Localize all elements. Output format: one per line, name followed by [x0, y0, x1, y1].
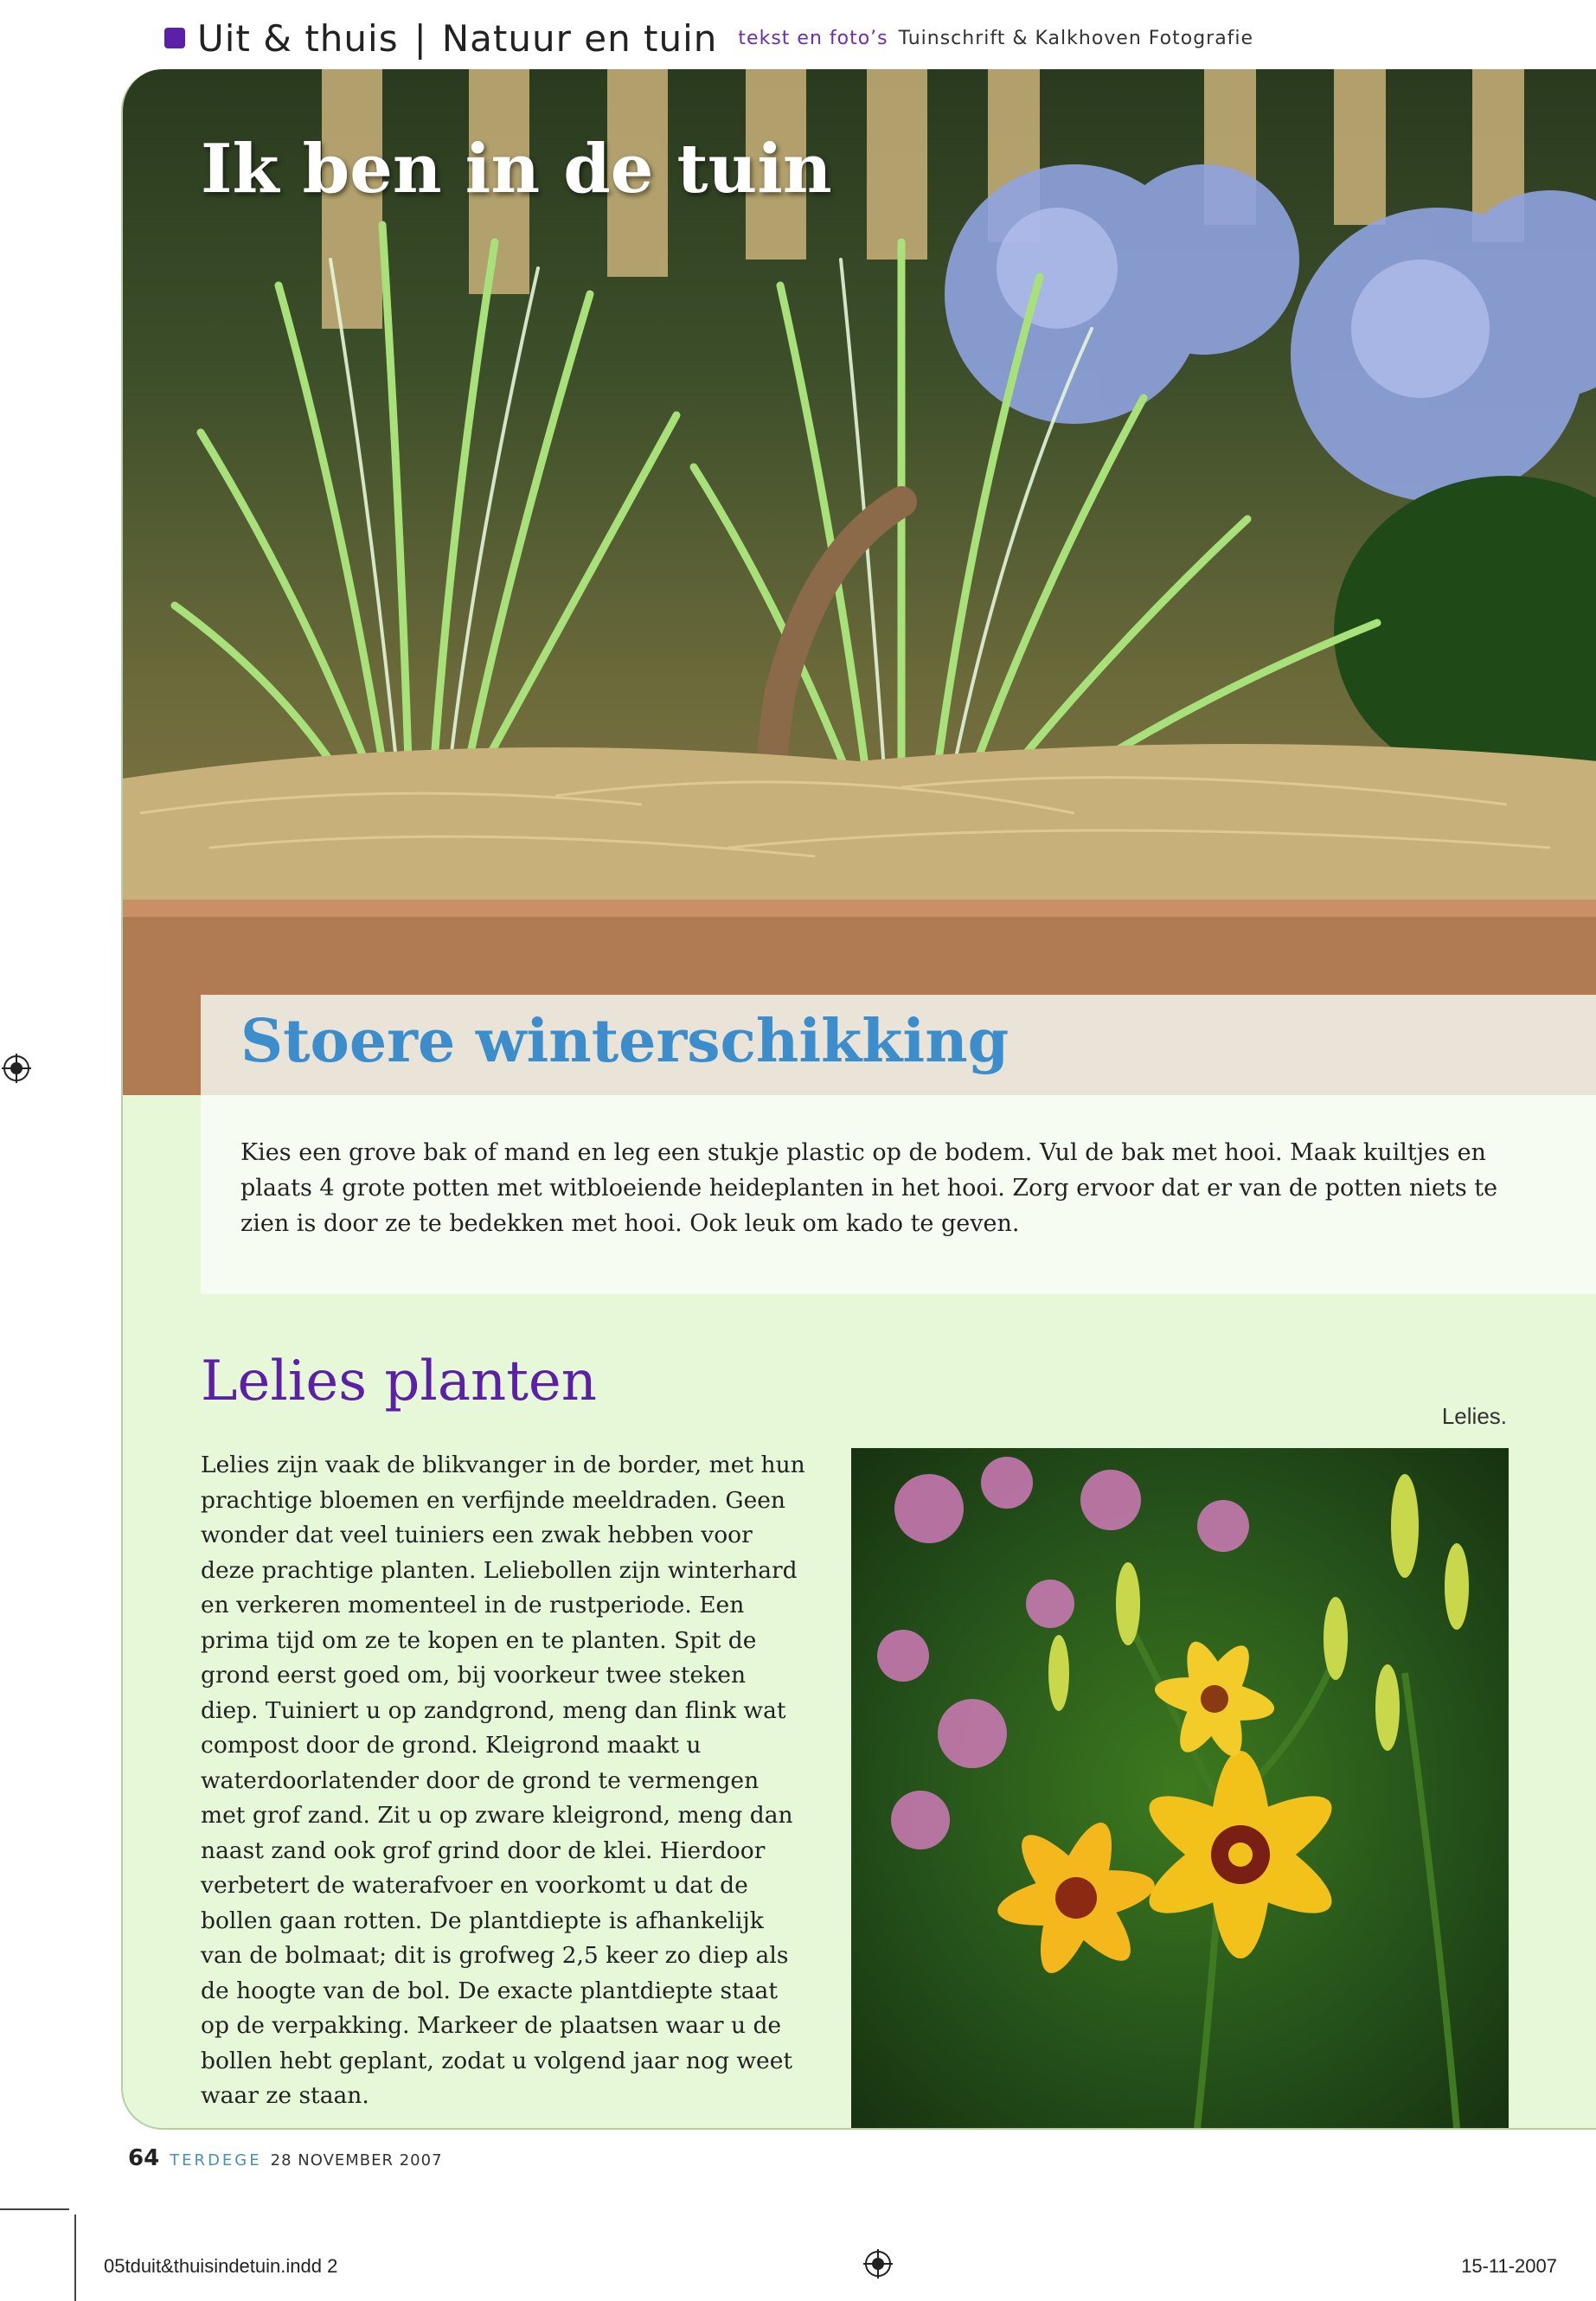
slug-date: 15-11-2007 — [1461, 2255, 1557, 2277]
registration-mark-icon — [863, 2249, 893, 2279]
article-title: Ik ben in de tuin — [201, 130, 832, 208]
winter-arrangement-heading: Stoere winterschikking — [240, 1007, 1010, 1076]
section-label: Uit & thuis — [197, 16, 399, 60]
credit-label: tekst en foto’s — [738, 27, 888, 49]
winter-arrangement-photo — [123, 69, 1596, 1095]
subsection-label: Natuur en tuin — [441, 16, 718, 60]
page-number: 64 — [128, 2145, 160, 2171]
section-square-icon — [164, 28, 185, 48]
page-footer — [128, 2145, 443, 2171]
section-header — [164, 12, 1253, 64]
registration-mark-icon — [2, 1054, 31, 1083]
slug-filename: 05tduit&thuisindetuin.indd 2 — [104, 2255, 338, 2277]
crop-mark-vertical — [74, 2214, 76, 2301]
magazine-name: TERDEGE — [170, 2151, 262, 2170]
lilies-photo — [851, 1448, 1509, 2128]
lilies-heading: Lelies planten — [201, 1349, 597, 1413]
lily-illustration — [851, 1448, 1509, 2128]
section-separator: | — [413, 16, 426, 60]
winter-arrangement-text: Kies een grove bak of mand en leg een stukje plastic op de bodem. Vul de bak met hooi. Maak kuiltjes en plaats 4 grote potten met witbloeiende heideplanten in het hooi. Zorg ervoor dat er van de potten niets te zien is door ze te bedekken met hooi. Ook leuk om kado te geven. — [240, 1139, 1498, 1237]
issue-date: 28 NOVEMBER 2007 — [270, 2151, 443, 2170]
lilies-photo-caption: Lelies. — [1441, 1403, 1507, 1429]
heather-basket-illustration — [123, 69, 1596, 1095]
article-panel — [121, 69, 1596, 2130]
credit-text: Tuinschrift & Kalkhoven Fotografie — [898, 27, 1254, 49]
crop-mark-horizontal — [0, 2208, 69, 2210]
lilies-text: Lelies zijn vaak de blikvanger in de border, met hun prachtige bloemen en verfijnde meeldraden. Geen wonder dat veel tuiniers een zwak hebben voor deze prachtige planten. Leliebollen zijn winterhard en verkeren momenteel in de rustperiode. Een prima tijd om ze te kopen en te planten. Spit de grond eerst goed om, bij voorkeur twee steken diep. Tuiniert u op zandgrond, meng dan flink wat compost door de grond. Kleigrond maakt u waterdoorlatender door de grond te vermengen met grof zand. Zit u op zware kleigrond, meng dan naast zand ook grof grind door de klei. Hierdoor verbetert de waterafvoer en voorkomt u dat de bollen gaan rotten. De plantdiepte is afhankelijk van de bolmaat; dit is grofweg 2,5 keer zo diep als de hoogte van de bol. De exacte plantdiepte staat op de verpakking. Markeer de plaatsen waar u de bollen hebt geplant, zodat u volgend jaar nog weet waar ze staan. — [201, 1452, 805, 2109]
